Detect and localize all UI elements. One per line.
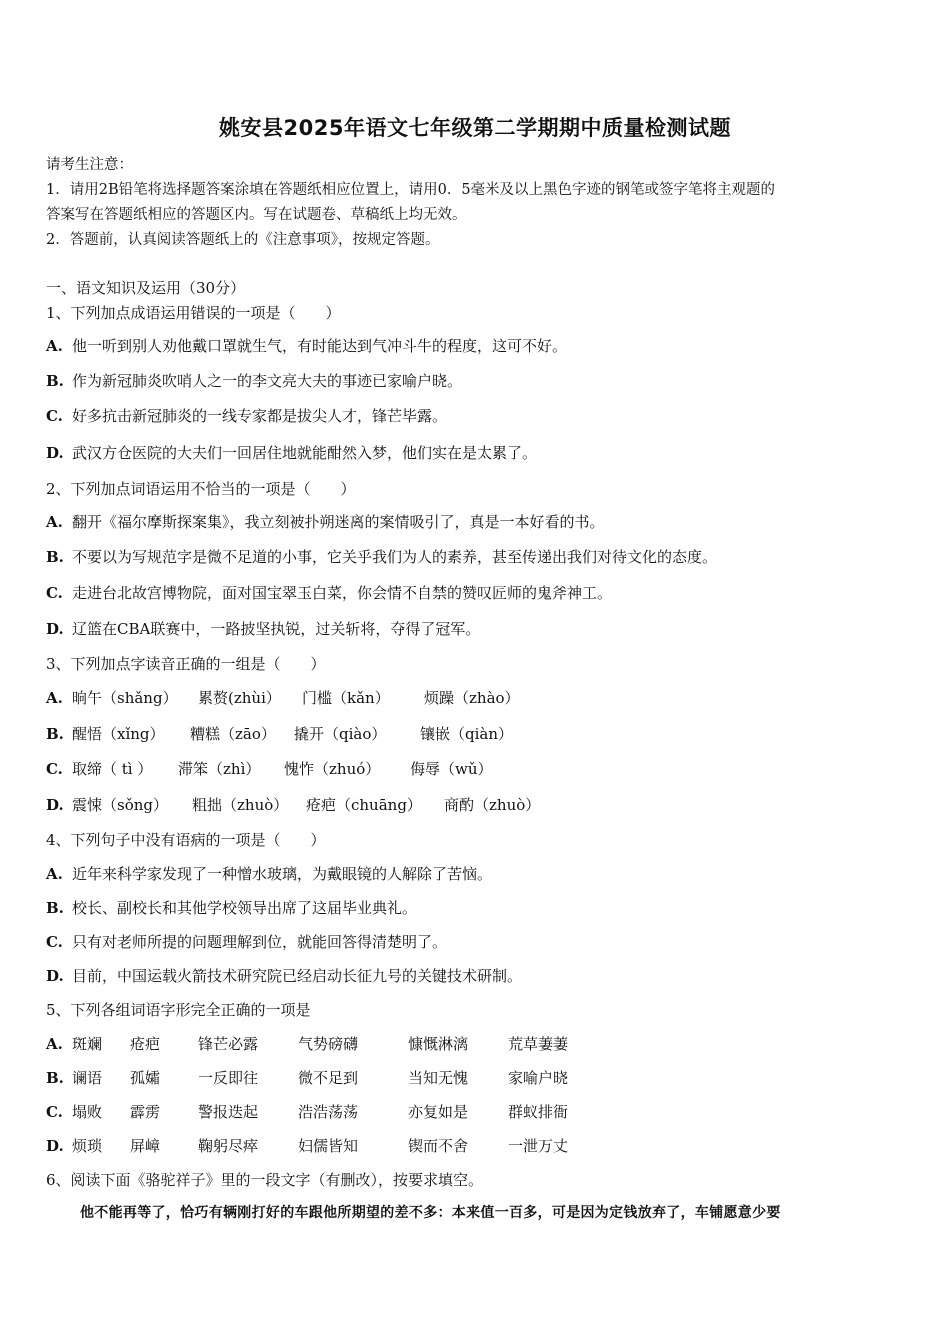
word-item: 鞠躬尽瘁: [198, 1137, 259, 1155]
word-item: 霹雳: [130, 1103, 161, 1121]
word-item: 群蚁排衙: [508, 1103, 569, 1121]
option-text: 不要以为写规范字是微不足道的小事，它关乎我们为人的素养，甚至传递出我们对待文化的态度。: [72, 548, 718, 566]
word-item: 浩浩荡荡: [298, 1103, 359, 1121]
option-letter: A.: [46, 689, 63, 707]
question-5-option-d: [46, 1135, 568, 1156]
word-item: 斑斓: [72, 1035, 103, 1053]
reading-item: 醒悟（xǐng）: [72, 725, 165, 743]
question-3-option-a: [46, 687, 520, 708]
reading-item: 滞笨（zhì）: [178, 760, 261, 778]
option-text: 目前，中国运载火箭技术研究院已经启动长征九号的关键技术研制。: [72, 967, 523, 985]
reading-item: 晌午（shǎng）: [72, 689, 178, 707]
reading-item: 糟糕（zāo）: [190, 725, 276, 743]
option-letter: C.: [46, 933, 63, 951]
reading-item: 镶嵌（qiàn）: [420, 725, 514, 743]
word-item: 一泄万丈: [508, 1137, 569, 1155]
word-item: 当知无愧: [408, 1069, 469, 1087]
reading-item: 撬开（qiào）: [294, 725, 387, 743]
notice-item-1-line-2: 答案写在答题纸相应的答题区内。写在试题卷、草稿纸上均无效。: [46, 207, 467, 223]
question-1-option-b: [46, 370, 462, 391]
question-3-stem: 3、下列加点字读音正确的一组是（ ）: [46, 655, 326, 673]
option-letter: B.: [46, 899, 64, 917]
word-item: 谰语: [72, 1069, 103, 1087]
reading-item: 累赘(zhùi）: [198, 689, 281, 707]
word-item: 妇儒皆知: [298, 1137, 359, 1155]
option-text: 辽篮在CBA联赛中，一路披坚执锐，过关斩将，夺得了冠军。: [72, 620, 481, 638]
question-2-option-a: [46, 511, 605, 532]
reading-item: 侮辱（wǔ）: [410, 760, 493, 778]
word-item: 荒草萋萋: [508, 1035, 569, 1053]
question-4-stem: 4、下列句子中没有语病的一项是（ ）: [46, 831, 326, 849]
question-6-stem: 6、阅读下面《骆驼祥子》里的一段文字（有删改），按要求填空。: [46, 1171, 484, 1189]
reading-item: 门槛（kǎn）: [302, 689, 390, 707]
reading-item: 震悚（sǒng）: [72, 796, 168, 814]
option-letter: C.: [46, 584, 63, 602]
question-5-stem: 5、下列各组词语字形完全正确的一项是: [46, 1001, 311, 1019]
question-1-option-d: [46, 442, 537, 463]
word-item: 警报迭起: [198, 1103, 259, 1121]
option-letter: D.: [46, 444, 64, 462]
notice-item-2: 2．答题前，认真阅读答题纸上的《注意事项》，按规定答题。: [46, 232, 440, 248]
question-2-option-d: [46, 618, 480, 639]
option-text: 近年来科学家发现了一种憎水玻璃，为戴眼镜的人解除了苦恼。: [72, 865, 493, 883]
word-item: 一反即往: [198, 1069, 259, 1087]
option-letter: A.: [46, 337, 63, 355]
question-4-option-d: [46, 965, 522, 986]
word-item: 锋芒必露: [198, 1035, 259, 1053]
question-2-option-c: [46, 582, 612, 603]
notice-item-1-line-1: 1．请用2B铅笔将选择题答案涂填在答题纸相应位置上，请用0．5毫米及以上黑色字迹的钢笔或签字笔将主观题的: [46, 182, 776, 198]
section-heading: 一、语文知识及运用（30分）: [46, 279, 246, 297]
option-text: 校长、副校长和其他学校领导出席了这届毕业典礼。: [72, 899, 418, 917]
question-4-option-a: [46, 863, 492, 884]
word-item: 屏嶂: [130, 1137, 161, 1155]
word-item: 孤孀: [130, 1069, 161, 1087]
option-text: 作为新冠肺炎吹哨人之一的李文亮大夫的事迹已家喻户晓。: [72, 372, 463, 390]
question-4-option-c: [46, 931, 447, 952]
option-text: 只有对老师所提的问题理解到位，就能回答得清楚明了。: [72, 933, 448, 951]
reading-passage: 他不能再等了，恰巧有辆刚打好的车跟他所期望的差不多：本来值一百多，可是因为定钱放弃了，车铺愿意少要: [80, 1205, 781, 1221]
reading-item: 疮疤（chuāng）: [306, 796, 422, 814]
question-2-option-b: [46, 546, 717, 567]
option-letter: C.: [46, 407, 63, 425]
reading-item: 取缔（ tì ）: [72, 760, 153, 778]
option-letter: A.: [46, 513, 63, 531]
question-5-option-a: [46, 1033, 568, 1054]
option-letter: B.: [46, 548, 64, 566]
option-letter: D.: [46, 1137, 64, 1155]
word-item: 亦复如是: [408, 1103, 469, 1121]
option-letter: B.: [46, 1069, 64, 1087]
question-5-option-c: [46, 1101, 568, 1122]
word-item: 锲而不舍: [408, 1137, 469, 1155]
reading-item: 商酌（zhuò）: [444, 796, 541, 814]
option-text: 武汉方仓医院的大夫们一回居住地就能酣然入梦，他们实在是太累了。: [72, 444, 538, 462]
reading-item: 愧怍（zhuó）: [284, 760, 381, 778]
question-3-option-d: [46, 794, 540, 815]
option-letter: A.: [46, 865, 63, 883]
question-4-option-b: [46, 897, 417, 918]
option-letter: C.: [46, 760, 63, 778]
question-3-option-b: [46, 723, 513, 744]
option-letter: B.: [46, 725, 64, 743]
option-letter: A.: [46, 1035, 63, 1053]
word-item: 烦琐: [72, 1137, 103, 1155]
reading-item: 烦躁（zhào）: [424, 689, 520, 707]
word-item: 慷慨淋漓: [408, 1035, 469, 1053]
word-item: 疮疤: [130, 1035, 161, 1053]
option-letter: D.: [46, 620, 64, 638]
option-text: 走进台北故宫博物院，面对国宝翠玉白菜，你会情不自禁的赞叹匠师的鬼斧神工。: [72, 584, 613, 602]
question-1-option-a: [46, 335, 567, 356]
option-text: 翻开《福尔摩斯探案集》，我立刻被扑朔迷离的案情吸引了，真是一本好看的书。: [72, 513, 605, 531]
word-item: 微不足到: [298, 1069, 359, 1087]
option-letter: C.: [46, 1103, 63, 1121]
option-text: 好多抗击新冠肺炎的一线专家都是拔尖人才，锋芒毕露。: [72, 407, 448, 425]
option-letter: B.: [46, 372, 64, 390]
question-1-option-c: [46, 405, 447, 426]
question-3-option-c: [46, 758, 493, 779]
exam-title: 姚安县2025年语文七年级第二学期期中质量检测试题: [219, 116, 731, 140]
word-item: 家喻户晓: [508, 1069, 569, 1087]
notice-heading: 请考生注意：: [46, 157, 133, 173]
option-letter: D.: [46, 796, 64, 814]
word-item: 气势磅礴: [298, 1035, 359, 1053]
option-text: 他一听到别人劝他戴口罩就生气，有时能达到气冲斗牛的程度，这可不好。: [72, 337, 568, 355]
reading-item: 粗拙（zhuò）: [192, 796, 289, 814]
word-item: 塌败: [72, 1103, 103, 1121]
option-letter: D.: [46, 967, 64, 985]
question-5-option-b: [46, 1067, 568, 1088]
question-1-stem: 1、下列加点成语运用错误的一项是（ ）: [46, 304, 341, 322]
question-2-stem: 2、下列加点词语运用不恰当的一项是（ ）: [46, 480, 356, 498]
